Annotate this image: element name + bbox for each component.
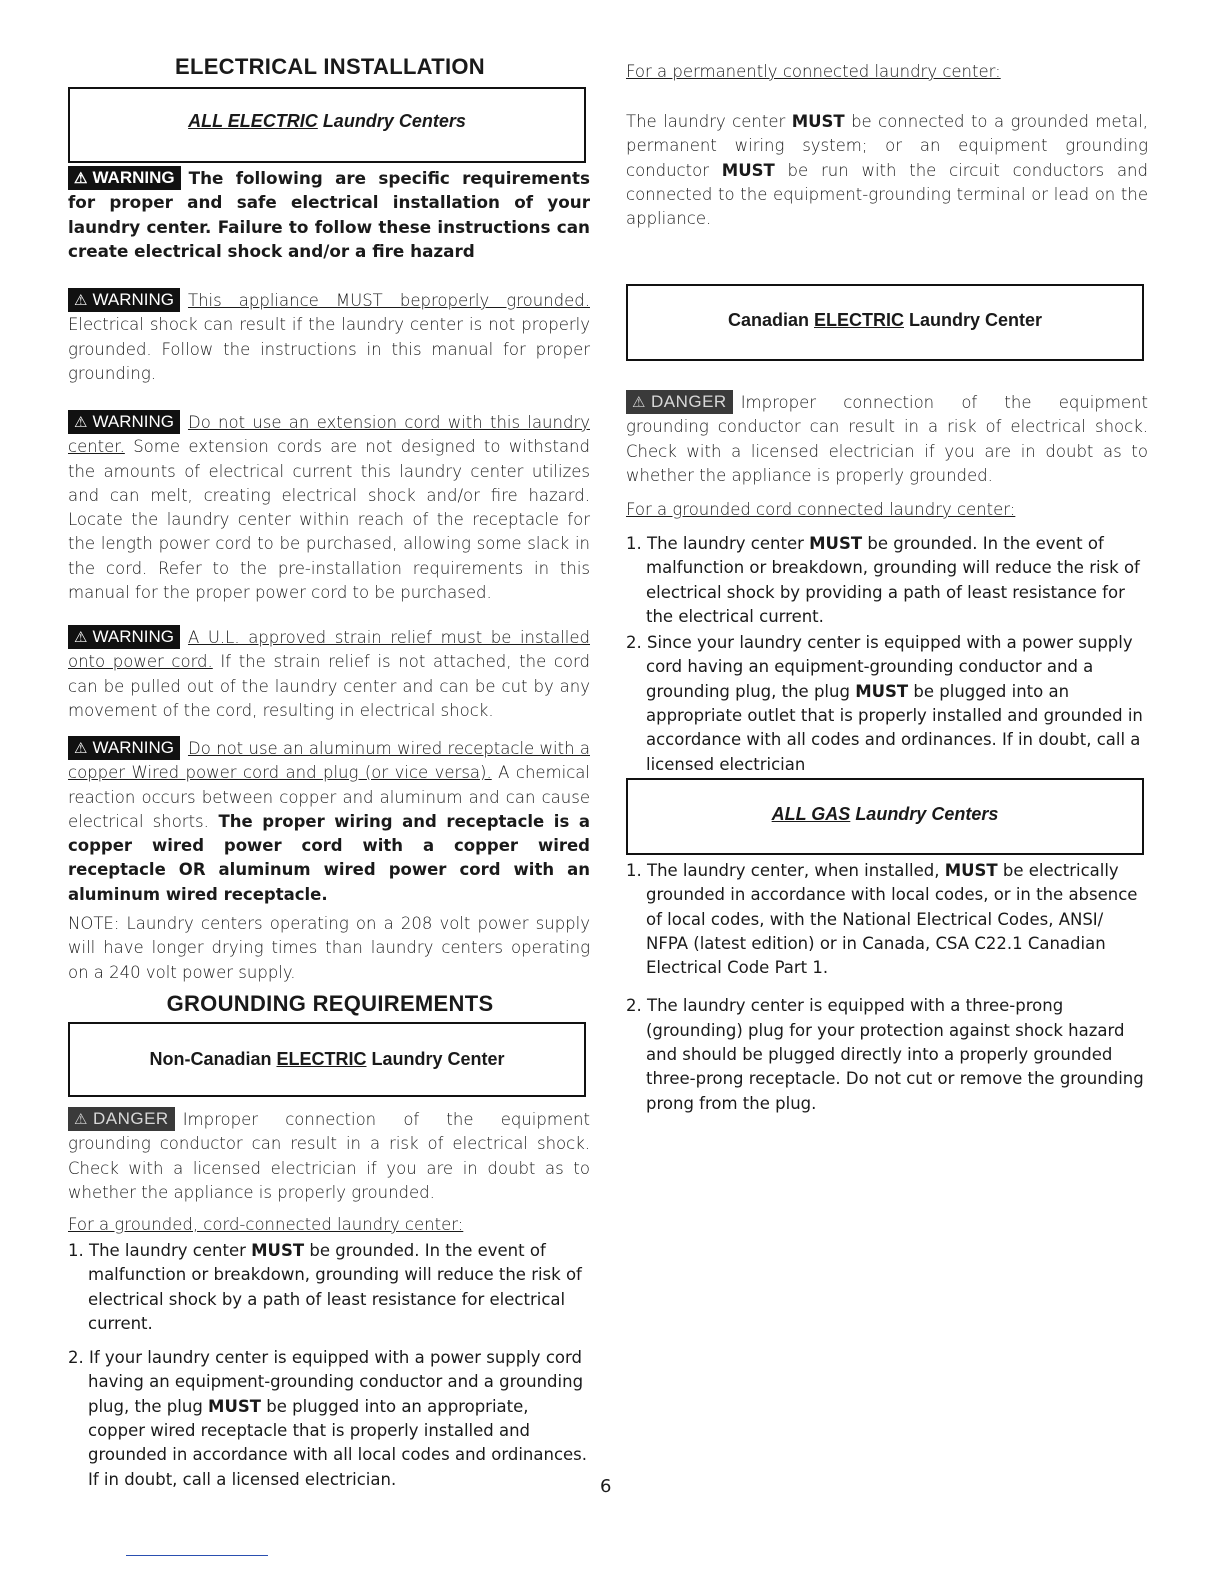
list-item: 2. The laundry center is equipped with a three-prong (grounding) plug for your protection against shock hazard and should be plugged directly into a properly grounded three-prong receptacle. Do not cut or remove the grounding prong from the plug.	[626, 996, 1144, 1113]
danger-improper-connection-canada: ⚠ DANGER Improper connection of the equipment grounding conductor can result in a risk of electrical shock. Check with a licensed electrician if you are in doubt as to whether the appliance is properly grounded.	[626, 392, 1148, 485]
warning-badge: ⚠ WARNING	[68, 288, 180, 312]
note-208-volt: NOTE: Laundry centers operating on a 208 volt power supply will have longer drying times than laundry centers operating on a 240 volt power supply.	[68, 914, 590, 982]
danger-badge: ⚠ DANGER	[68, 1107, 175, 1131]
subheading-permanent: For a permanently connected laundry center:	[626, 62, 1001, 81]
list-item: 1. The laundry center MUST be grounded. In the event of malfunction or breakdown, grounding will reduce the risk of electrical shock by providing a path of least resistance for the electrical current.	[626, 534, 1140, 626]
danger-improper-connection: ⚠ DANGER Improper connection of the equipment grounding conductor can result in a risk of electrical shock. Check with a licensed electrician if you are in doubt as to whether the appliance is properly grounded.	[68, 1109, 590, 1202]
warning-badge: ⚠ WARNING	[68, 625, 180, 649]
box-suffix: Laundry Centers	[317, 111, 466, 131]
warning-strain-relief: ⚠ WARNING A U.L. approved strain relief must be installed onto power cord. If the strain relief is not attached, the cord can be pulled out of the laundry center and can be cut by any movement of the cord, resulting in electrical shock.	[68, 627, 590, 720]
permanent-paragraph: The laundry center MUST be connected to a grounded metal, permanent wiring system; or an equipment grounding conductor MUST be run with the circuit conductors and connected to the equipment-grounding terminal or lead on the appliance.	[626, 112, 1148, 229]
subheading-grounded-cord: For a grounded cord connected laundry center:	[626, 500, 1016, 519]
subheading-cord-connected: For a grounded, cord-connected laundry center:	[68, 1215, 464, 1234]
canadian-box: Canadian ELECTRIC Laundry Center	[626, 284, 1144, 361]
warning-triangle-icon: ⚠	[74, 629, 88, 646]
non-canadian-box: Non-Canadian ELECTRIC Laundry Center	[68, 1022, 586, 1097]
warning-aluminum: ⚠ WARNING Do not use an aluminum wired receptacle with a copper Wired power cord and plug (or vice versa). A chemical reaction occurs between copper and aluminum and can cause electrical shorts. The proper wiring and receptacle is a copper wired power cord with a copper wired receptacle OR aluminum wired power cord with an aluminum wired receptacle.	[68, 738, 590, 904]
danger-triangle-icon: ⚠	[632, 394, 646, 411]
warning-requirements: ⚠ WARNING The following are specific requirements for proper and safe electrical installation of your laundry center. Failure to follow these instructions can create electrical shock and/or a fire hazard	[68, 168, 590, 261]
box-prefix: ALL ELECTRIC	[188, 111, 318, 131]
warning-triangle-icon: ⚠	[74, 740, 88, 757]
page-number: 6	[600, 1476, 612, 1497]
list-item: 2. If your laundry center is equipped with a power supply cord having an equipment-grounding conductor and a grounding plug, the plug MUST be plugged into an appropriate, copper wired receptacle that is properly installed and grounded in accordance with all local codes and ordinances. If in doubt, call a licensed electrician.	[68, 1348, 588, 1489]
grounding-title: GROUNDING REQUIREMENTS	[166, 991, 494, 1016]
warning-grounded: ⚠ WARNING This appliance MUST beproperly grounded. Electrical shock can result if the laundry center is not properly grounded. Follow the instructions in this manual for proper grounding.	[68, 290, 590, 383]
warning-extension-cord: ⚠ WARNING Do not use an extension cord with this laundry center. Some extension cords are not designed to withstand the amounts of electrical current this laundry center utilizes and can melt, creating electrical shock and/or fire hazard. Locate the laundry center within reach of the receptacle for the length power cord to be purchased, allowing some slack in the cord. Refer to the pre-installation requirements in this manual for the proper power cord to be purchased.	[68, 412, 590, 603]
right-grounding-list	[626, 532, 1148, 777]
list-item: 2. Since your laundry center is equipped with a power supply cord having an equipment-grounding conductor and a grounding plug, the plug MUST be plugged into an appropriate outlet that is properly installed and grounded in accordance with all codes and ordinances. If in doubt, call a licensed electrician	[626, 633, 1143, 774]
danger-badge: ⚠ DANGER	[626, 390, 733, 414]
footer-rule	[126, 1555, 268, 1556]
all-electric-box	[68, 87, 586, 163]
left-grounding-list	[68, 1239, 590, 1492]
warning-badge: ⚠ WARNING	[68, 166, 181, 190]
danger-triangle-icon: ⚠	[74, 1111, 88, 1128]
all-gas-box: ALL GAS Laundry Centers	[626, 778, 1144, 855]
list-item: 1. The laundry center MUST be grounded. In the event of malfunction or breakdown, grounding will reduce the risk of electrical shock by a path of least resistance for electrical current.	[68, 1241, 582, 1333]
warning-badge: ⚠ WARNING	[68, 410, 180, 434]
warning-triangle-icon: ⚠	[74, 414, 88, 431]
warning-badge: ⚠ WARNING	[68, 736, 180, 760]
section-title: ELECTRICAL INSTALLATION	[175, 54, 485, 79]
list-item: 1. The laundry center, when installed, MUST be electrically grounded in accordance with local codes, or in the absence of local codes, with the National Electrical Codes, ANSI/ NFPA (latest edition) or in Canada, CSA C22.1 Canadian Electrical Code Part 1.	[626, 861, 1138, 978]
warning-triangle-icon: ⚠	[74, 292, 88, 309]
warning-triangle-icon: ⚠	[74, 170, 88, 187]
gas-grounding-list	[626, 859, 1148, 1116]
